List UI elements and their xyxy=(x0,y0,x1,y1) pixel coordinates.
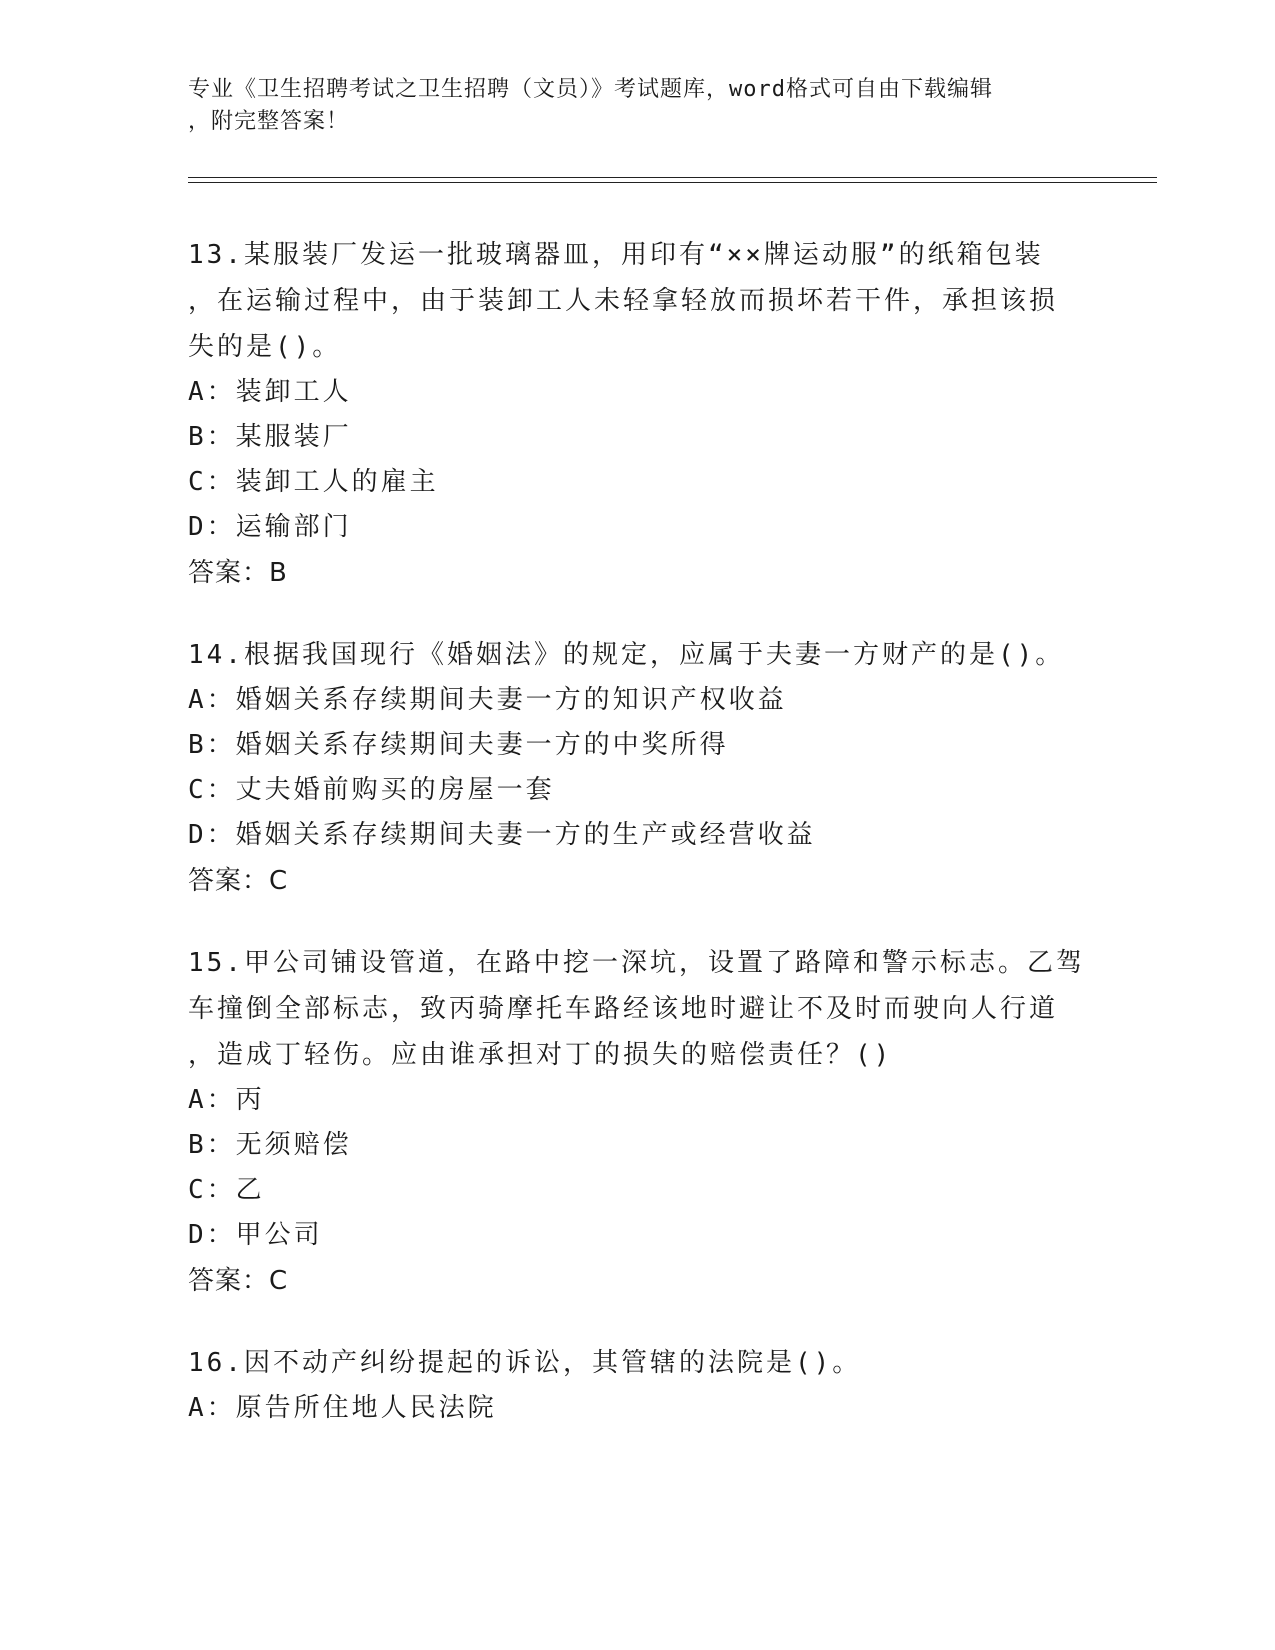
question-text-line: ，造成丁轻伤。应由谁承担对丁的损失的赔偿责任？() xyxy=(188,1040,893,1070)
question-15 xyxy=(188,940,1148,1304)
question-13 xyxy=(188,232,1148,596)
option-a: A：装卸工人 xyxy=(188,377,352,407)
option-b: B：无须赔偿 xyxy=(188,1130,352,1160)
option-a: A：婚姻关系存续期间夫妻一方的知识产权收益 xyxy=(188,685,787,715)
question-list xyxy=(188,232,1148,1467)
question-16 xyxy=(188,1340,1148,1431)
header-divider-bottom xyxy=(188,182,1157,183)
option-d: D：婚姻关系存续期间夫妻一方的生产或经营收益 xyxy=(188,820,816,850)
answer-line: 答案：C xyxy=(188,866,289,896)
option-a: A：丙 xyxy=(188,1085,265,1115)
question-text-line: 15.甲公司铺设管道，在路中挖一深坑，设置了路障和警示标志。乙驾 xyxy=(188,948,1085,978)
question-text-line: 16.因不动产纠纷提起的诉讼，其管辖的法院是()。 xyxy=(188,1348,862,1378)
header-line: ，附完整答案！ xyxy=(188,109,350,134)
option-c: C：乙 xyxy=(188,1175,265,1205)
question-text-line: 13.某服装厂发运一批玻璃器皿，用印有“××牌运动服”的纸箱包装 xyxy=(188,240,1044,270)
question-text-line: 14.根据我国现行《婚姻法》的规定，应属于夫妻一方财产的是()。 xyxy=(188,640,1065,670)
document-header xyxy=(188,74,1068,138)
option-d: D：运输部门 xyxy=(188,512,352,542)
answer-line: 答案：B xyxy=(188,558,288,588)
header-line: 专业《卫生招聘考试之卫生招聘（文员）》考试题库，word格式可自由下载编辑 xyxy=(188,77,993,102)
option-d: D：甲公司 xyxy=(188,1220,323,1250)
option-a: A：原告所住地人民法院 xyxy=(188,1393,497,1423)
question-text-line: 车撞倒全部标志，致丙骑摩托车路经该地时避让不及时而驶向人行道 xyxy=(188,994,1059,1024)
header-divider-top xyxy=(188,177,1157,178)
option-b: B：婚姻关系存续期间夫妻一方的中奖所得 xyxy=(188,730,729,760)
answer-line: 答案：C xyxy=(188,1266,289,1296)
option-c: C：装卸工人的雇主 xyxy=(188,467,439,497)
question-14 xyxy=(188,632,1148,904)
question-text-line: 失的是()。 xyxy=(188,332,342,362)
option-b: B：某服装厂 xyxy=(188,422,352,452)
question-text-line: ，在运输过程中，由于装卸工人未轻拿轻放而损坏若干件，承担该损 xyxy=(188,286,1059,316)
option-c: C：丈夫婚前购买的房屋一套 xyxy=(188,775,555,805)
